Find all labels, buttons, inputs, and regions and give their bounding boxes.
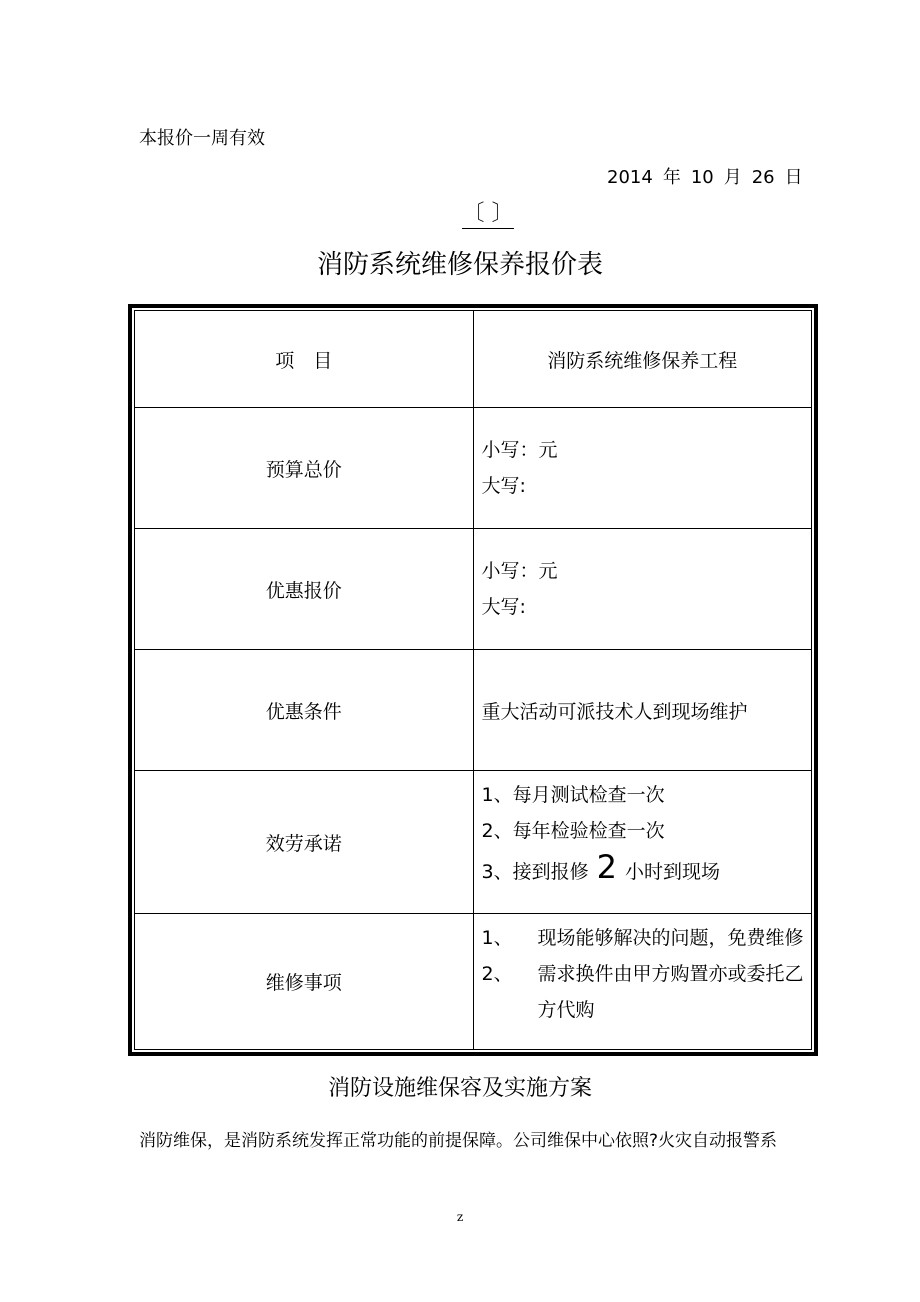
commitment-item-1: 1、每月测试检查一次 — [481, 784, 665, 806]
document-number-bracket: 〔 〕 — [462, 200, 514, 229]
discount-uppercase: 大写: — [481, 596, 526, 618]
section-title: 消防设施维保容及实施方案 — [327, 1076, 592, 1101]
conditions-label: 优惠条件 — [135, 650, 474, 771]
date-month: 10 — [690, 167, 714, 188]
commitment-label: 效劳承诺 — [135, 771, 474, 914]
date-month-unit: 月 — [723, 167, 742, 188]
budget-lowercase: 小写：元 — [481, 439, 558, 461]
validity-note: 本报价一周有效 — [139, 128, 265, 149]
commitment-item-3 — [482, 849, 811, 890]
conditions-value: 重大活动可派技术人到现场维护 — [473, 650, 812, 771]
table-row-header — [135, 311, 812, 408]
table-row-conditions — [135, 650, 812, 771]
page-footer: z — [456, 1210, 464, 1224]
date-year-unit: 年 — [662, 167, 681, 188]
discount-label: 优惠报价 — [135, 529, 474, 650]
quote-table — [128, 304, 818, 1056]
commitment-item-3-post: 小时到现场 — [624, 861, 720, 883]
budget-uppercase: 大写: — [481, 475, 526, 497]
date-day-unit: 日 — [784, 167, 803, 188]
page-title: 消防系统维修保养报价表 — [316, 250, 603, 280]
commitment-hours: 2 — [596, 848, 617, 886]
table-row-maintenance — [135, 914, 812, 1050]
commitment-item-3-pre: 3、接到报修 — [481, 861, 589, 883]
budget-label: 预算总价 — [135, 408, 474, 529]
commitment-item-2: 2、每年检验检查一次 — [481, 820, 665, 842]
maintenance-item-2: 2、 需求换件由甲方购置亦或委托乙 — [481, 963, 804, 985]
table-row-commitment — [135, 771, 812, 914]
maintenance-label: 维修事项 — [135, 914, 474, 1050]
quote-date — [607, 163, 813, 189]
date-day: 26 — [751, 167, 775, 188]
intro-paragraph: 消防维保，是消防系统发挥正常功能的前提保障。公司维保中心依照?火灾自动报警系 — [139, 1131, 778, 1151]
header-value: 消防系统维修保养工程 — [473, 311, 812, 408]
table-row-budget — [135, 408, 812, 529]
table-row-discount — [135, 529, 812, 650]
maintenance-item-2-cont: 方代购 — [537, 999, 595, 1021]
date-year: 2014 — [607, 167, 653, 188]
discount-lowercase: 小写：元 — [481, 560, 558, 582]
header-label: 项 目 — [135, 311, 474, 408]
maintenance-item-1: 1、 现场能够解决的问题，免费维修 — [481, 927, 804, 949]
